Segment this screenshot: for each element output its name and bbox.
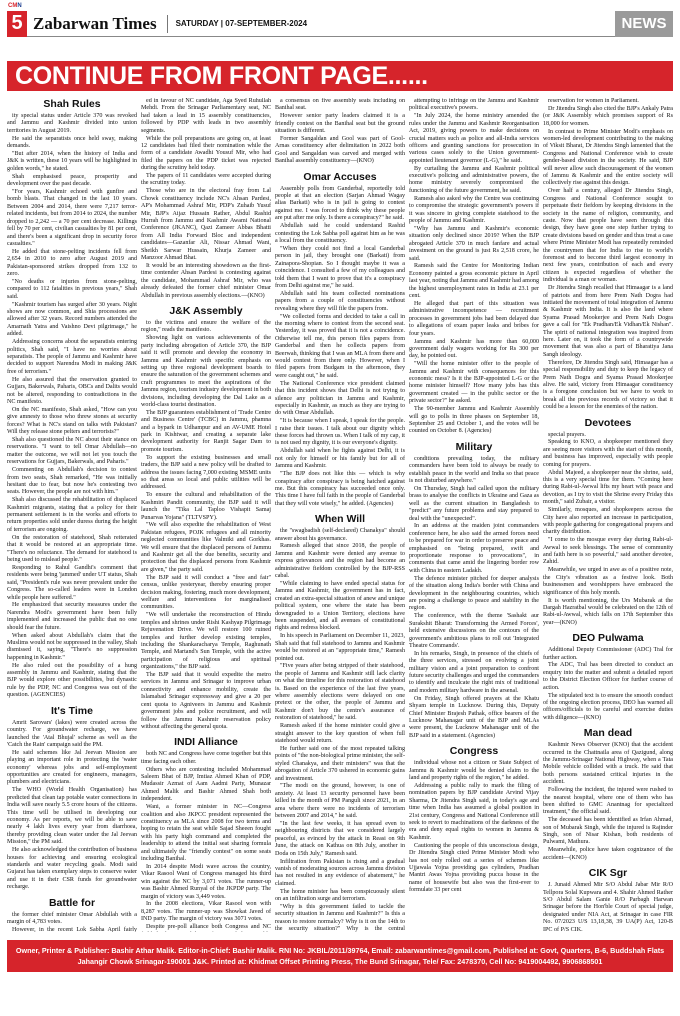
story-paragraph: Kashmir News Observer (KNO) that the accident occurred in the Chattnaila area of Qazigund, along the Jammu-Srinagar National Highway, when a Tata Mobile vehicle collided with a truck. He said that both persons sustained critical injuries in the accident. xyxy=(543,742,673,786)
story-paragraph: reservation for women in Parliament. xyxy=(548,98,639,104)
story-paragraph: "When they could not find a local Ganderbal person in jail, they brought one (Barkati) from Zainapora-Shopian. So I thought maybe it was a coincidence. I consulted a few of my colleagues and told them that I want to prove that it's a conspiracy from Delhi against me," he said. xyxy=(275,245,405,289)
story-paragraph: He emphasized that security measures under the Narendra Modi's government have been fully implemented and increased the public that no one should fear the future. xyxy=(7,602,137,631)
story-paragraph: Speaking to KNO, a shopkeeper mentioned they are seeing more visitors with the start of this month, and business has improved, especially with people coming for prayers. xyxy=(543,439,673,468)
story-paragraph: J. Junaid Ahmed Mir S/O Abdul Jabar Mir R/O Tellpora Solal Kupwara and 4. Shahir Ahmed Rather S/O Abdul Salam Ganie R/O Parbagh Harwan Srinagar before the Hon'ble Court of special judge, designated under NIA Act, at Srinagar in case FIR No. 07/2023 U/S 13,18,38, 39 UA(P) Act, 120-B IPC of P/S CIK. xyxy=(543,882,673,932)
story-paragraph: The WHO (World Health Organisation) has predicted that clean tap potable water connections in India will save nearly 5.5 crore hours of the citizens. This time will be utilised in developing our economy. As per reports, we will be able to save nearly 4 lakh lives every year from diarrhoea, thereby providing clean water under the Jal Jeevan Mission," the PM said. xyxy=(7,787,137,846)
header-divider xyxy=(167,15,168,33)
story-paragraph: Amrit Sarovars' (lakes) were created across the country. For groundwater recharge, we have launched the 'Atal Bhujal' scheme as well as the 'Catch the Rain' campaign said the PM. xyxy=(7,719,137,748)
story-paragraph: He also acknowledged the contribution of business houses for achieving and ensuring ecological standards and water recycling goals. Modi said Gujarat has taken exemplary steps to conserve water and use it in their CSR funds for groundwater recharge. xyxy=(7,847,137,891)
story-paragraph: "The modi on the ground, however, is one of anxiety. At least 13 security personnel have been killed in the month of PM Panguli since 2021, in an area where there were no incidents of terrorism between 2007 and 2014," he said. xyxy=(275,783,405,820)
story-heading: J&K Assembly xyxy=(169,304,243,317)
story-paragraph: In 2014 despite Modi wave across the country, Vikar Rasool Wani of Congress managed his third win against the NC by 3,071 votes. The runner-up was Bashir Ahmed Runyal of the JKPDP party. The margin of victory was 3,449 votes. xyxy=(141,863,271,900)
story-paragraph: Dr Jitendra Singh recalled that Himaagar is a land of patriots and from here Prem Nath Dogra had initiated the movement of total integration of Jammu & Kashmir with India. It is also the land where Syama Prasad Mookerjee and Prem Nath Dogra gave a call for "Ek Pradhan/Ek Vidhan/Ek Nishan". The spirit of national integration was inspired from here. Later on, it took the form of a countrywide movement that was also a part of Bharatiya Jana Sangh ideology. xyxy=(543,285,673,358)
story-paragraph: conditions prevailing today, the military commanders have been told to always be ready to establish peace in the world and India so that peace is not disturbed anywhere." xyxy=(409,455,539,484)
story-paragraph: He said the separatists once held sway, making demands. xyxy=(7,135,137,150)
story-heading: Military xyxy=(455,440,493,453)
story-paragraph: The National Conference vice president claimed that this incident shows that Delhi is not trying to silence any politician in Jammu and Kashmir, especially in Kashmir, as much as they are trying to do with Omar Abdullah. xyxy=(275,380,405,417)
story-paragraph: Ramesh also asked why the Centre was continuing to compromise the strategic government's powers if it was sincere in giving complete statehood to the people of Jammu and Kashmir. xyxy=(409,195,539,224)
story-paragraph: "Kashmir tourism has surged after 30 years. Night shows are now common, and Shia processions are allowed after 32 years. Record numbers attended the Amarnath Yatra and Vaishno Devi pilgrimage," he added. xyxy=(7,301,137,338)
story-paragraph: When asked about Abdullah's claim that the Muslims would not be suppressed in the valley, Shah dismissed it, saying, "There's no suppression happening in Kashmir." xyxy=(7,632,137,661)
story-paragraph: The BJP said that it would expedite the metro services in Jammu and Srinagar to improve urban connectivity and enhance mobility, create the Islamabad Srinagar expressway and give a 20 per cent quota to Agniveers in Jammu and Kashmir government jobs and police recruitment, and will follow the Jammu Kashmir reservation policy without affecting the general quota. xyxy=(141,672,271,730)
story-paragraph: In his remarks, Singh, in presence of the chiefs of the three services, stressed on evolving a joint military vision and a joint preparation to confront future security challenges and urged the commanders to identify and inculcate the right mix of traditional and modern military hardware in the arsenal. xyxy=(409,650,539,694)
story-paragraph: a consensus on five assembly seats including on Banihal seat. xyxy=(275,98,405,112)
story-paragraph: Others who are contesting included Mohammad Saleem Bhat of BJP, Imtiaz Ahmed Khan of PDP, Mudassir Azmat of Aam Aadmi Party, Munazar Ahmed Malik and Bashir Ahmed Shah both independent. xyxy=(141,766,271,803)
story-paragraph: On Friday, Singh offered prayers at the Khatu Shyam temple in Lucknow. During this, Deputy Chief Minister Brajesh Pathak, office bearers of the Lucknow Mahanagar unit of the BJP and MLAs were present, the Lucknow Mahanagar unit of the BJP said in a statement. (Agencies) xyxy=(409,695,539,739)
story-paragraph: The BJP guarantees establishment of 'Trade Centre and Business Centre' (TCBC) in Jammu, phamna and a bypark in Udhampur and an AV-UME Hotel park in Kishtwar, and creating a separate lake development authority for Ranjit Sagar Dam to promote tourism. xyxy=(141,409,271,453)
story-paragraph: "We will undertake the reconstruction of Hindu temples and shrines under Rishi Kashyap Pilgrimage Rejuvenation Drive. We will restore 100 ruined temples and further develop existing temples, including the Shankaracharya Temple, Raghunath Temple, and Martand's Sun Temple, with the active participation of religious and spiritual organizations," the BJP said. xyxy=(141,612,271,671)
story-paragraph: It would be an interesting showdown as the first-time contender Ahsan Pardesi is contesting against the candidate, Mohammad Ashraf Mir, who was already defeated the former chief minister Omar Abdullah in previous assembly elections.—(KNO) xyxy=(141,262,271,299)
story-paragraph: Jammu and Kashmir has more than 60,000 government daily wagers working for Rs 300 per day, he pointed out. xyxy=(409,338,539,360)
story-heading: Devotees xyxy=(584,416,632,429)
story-paragraph: The stipulated text is to ensure the smooth conduct of the ongoing election process, DEO has warned all officers/officials to be careful and exercise duties with diligence—(KNO) xyxy=(543,692,673,721)
story-paragraph: ed in favour of NC candidate, Aga Syed Ruhullah Mehdi. From the Srinagar Parliamentary seat, NC had taken a lead in 15 assembly constituencies, followed by PDP with leads in two assembly segments. xyxy=(141,98,271,134)
story-paragraph: "We collected forms and decided to take a call in the morning where to contest from the second seat. Yesterday, it was proved that it is not a coincidence. Otherwise tell me, this person files papers from Ganderbal and then he collects papers from Beerwah, thinking that I was an MLA from there and would contest from there only. However, when I filed papers from Budgam in the afternoon, they were caught out," he said. xyxy=(275,313,405,379)
story-paragraph: By curtailing the Jammu and Kashmir political executive's policing and administrative powers, the home ministry severely compromised the functioning of the future government, he said. xyxy=(409,165,539,194)
column-3 xyxy=(275,98,405,932)
story-paragraph: Cautioning the people of this unconscious design, Dr Jitendra Singh cited Prime Minister Modi who has not only rolled out a series of schemes like Ujjawala Yojna providing gas cylinders, Pradhan Mantri Awas Yojna providing pucca house in the name of housewife but also was the first-ever to formulate 33 per cent xyxy=(409,842,539,894)
story-paragraph: "But after 2014, when the history of India and J&K is written, these 10 years will be highlighted in golden words," he stated. xyxy=(7,151,137,172)
story-paragraph: In contrast to Prime Minister Modi's emphasis on women-led development contributing to the making of Viksit Bharat, Dr Jitendra Singh lamented that the Congress and National Conference wish to create gender-based division in the society. He said, BJP will never allow such discouragement of the women of Jammu & Kashmir and the entire society will collectively rise against this design. xyxy=(543,128,673,187)
story-paragraph: Shah also discussed the rehabilitation of displaced Kashmiri migrants, stating that a policy for their permanent settlement is in the works and efforts to return properties sold under duress during the height of terrorism are ongoing. xyxy=(7,497,137,533)
story-paragraph: Those who are in the electoral fray from Lal Chowk constituency include NC's Ahsan Pardesi, AP's Mohammad Ashraf Mir, PDP's Zuhaib Yusuf Mir, BJP's Aijaz Hussain Rather, Abdul Rashid Hurrah from Jammu and Kashmir Awami National Conference (JKANC), Qazi Zameer Abbas Bhatti from All India Forward Bloc and independent candidates—Gazanfar Ali, Nissar Ahmad Wani, Sheikh Sarwar Hussain, Khurja Zameer and Manzoor Ahmad Bhat. xyxy=(141,188,271,262)
story-paragraph: He also ruled out the possibility of a hung assembly in Jammu and Kashmir, stating that the BJP would explore other possibilities, but dynastic rule by the PDP, NC and Congress was out of the question. (AGENCIES) xyxy=(7,662,137,699)
story-paragraph: "For years, Kashmir echoed with gunfire and bomb blasts. That changed in the last 10 years. Between 2004 and 2014, there were 7,217 terror-related incidents, but from 2014 to 2024, the number dropped to 2,242 — a 70 per cent decrease. Killings fell by 70 per cent, civilian casualties by 81 per cent, and there's been a significant drop in security force casualties." xyxy=(7,189,137,247)
story-paragraph: "Why is this government failed to tackle the security situation in Jammu and Kashmir?" Is this a reason to restore normalcy? Why is it on the 14th to the security situation?" Why is the central xyxy=(275,903,405,932)
story-paragraph: "While claiming to have ended special status for Jammu and Kashmir, the government has in fact, created an extra-special situation of anew and unique political system, one where the state has been downgraded to a Union Territory, elections have been suspended, and all avenues of constitutional rights and redress blocked. xyxy=(275,580,405,632)
story-paragraph: The BJP said it will conduct a "free and fair" census, unlike yesteryear, thereby ensuring proper decision making, fostering, much more development, welfare and interventions for marginalised communities. xyxy=(141,574,271,611)
story-paragraph: individual whose not a citizen or State Subject of Jammu & Kashmir would be denied claim to the land and property rights of the region," he added. xyxy=(409,760,539,782)
story-paragraph: In his speech in Parliament on December 11, 2023, Shah said that full statehood to Jammu and Kashmir would be restored at an "appropriate time," Ramesh pointed out. xyxy=(275,633,405,662)
story-paragraph: Meanwhile, we urged in awe as of a positive note, the City's vibration as a festive look. Both businessmen and worshippers have embraced the significance of this holy month. xyxy=(543,567,673,596)
story-paragraph: Wani, a former minister in NC—Congress coalition and also JKPCC president represented the constituency as MLA since 2008 for two terms and hoping to retain the seat while Sajad Sheeen fought with his party high command and completed the leadership to attend the initial seat sharing formula and ultimately the "friendly contest" on some seats including Banihal. xyxy=(141,804,271,862)
story-paragraph: Shah also questioned the NC about their stance on reservations. "I want to tell Omar Abdullah—no matter the outcome, we will not let you touch the reservations for Gujjars, Bakerwals, and Paharis." xyxy=(7,436,137,466)
column-5 xyxy=(543,98,673,932)
story-paragraph: Abdul Majeed, a shopkeeper near the shrine, said, this is a very special time for them. "Coming here during Rabi-ul-Awwal lifts my heart with peace and devotion, as I try to visit the Shrine every Friday this month," said Zubair, a visitor. xyxy=(543,469,673,506)
story-paragraph: to the victims and ensure the welfare of the region," reads the manifesto. xyxy=(141,319,271,334)
story-paragraph: Abdullah said he could understand Rashid contesting the Lok Sabha poll against him as he was a local from the constituency. xyxy=(275,223,405,244)
story-paragraph: The 90-member Jammu and Kashmir Assembly will go to polls in three phases on September 18, September 25 and October 1, and the votes will be counted on October 8. (Agencies) xyxy=(409,406,539,435)
story-paragraph: The deceased has been identified as Irfan Ahmad, son of Mubarak Singh, while the injured is Rajinder Singh, son of Nisar Kishan, both residents of Pulwami, Mathura. xyxy=(543,817,673,846)
story-paragraph: Shah emphasised peace, prosperity and development over the past decade. xyxy=(7,173,137,188)
story-paragraph: Dr Jitendra Singh also cited the BJP's Ankaly Patra (or J&K Assembly which promises support of Rs 18,000 for women. xyxy=(543,105,673,127)
logo-right-text: N xyxy=(17,3,22,9)
story-paragraph: However, in the recent Lok Sabha April fairly xyxy=(12,926,137,932)
story-paragraph: Addressing a public rally to mark the filing of nomination papers by BJP candidate Arvind Vijay Sharma, Dr Jitendra Singh said, in today's age and time when India has assumed a global position in 21st century, Congress and National Conference still seek to revert to machinations of the darkness of the era and deny equal rights to women in Jammu & Kashmir. xyxy=(409,782,539,841)
story-paragraph: ity special status under Article 370 was revoked and Jammu and Kashmir divided into union territories in August 2019. xyxy=(7,113,137,134)
story-paragraph: "Why has Jammu and Kashmir's economic situation only declined since 2019? When the BJP abrogated Article 370 in much fanfare and actual investment on the ground is just Rs 2,518 crore, he said. xyxy=(409,225,539,262)
story-paragraph: Commenting on Abdullah's decision to contest from two seats, Shah remarked, "He was initially hesitant due to fear, but now he's contesting two seats. However, the people are not with him." xyxy=(7,467,137,496)
story-paragraph: "I come to the mosque every day during Rabi-ul-Awwal to seek blessings. The sense of community and faith here is so powerful," said another devotee, Zahid. xyxy=(543,537,673,566)
story-paragraph: Additional Deputy Commissioner (ADC) Tral for further action. xyxy=(543,647,673,661)
column-2 xyxy=(141,98,271,932)
story-paragraph: "It is because when I speak, I speak for the people. I raise their issues. I talk about our dignity which these forces had thrown us. When I talk of my cap, it is not used my dignity, it is our everyone's dignity. xyxy=(275,418,405,447)
story-paragraph: Despite pre-poll alliance both Congress and NC xyxy=(146,924,271,931)
story-paragraph: The ADC, Tral has been directed to conduct an enquiry into the matter and submit a detailed report to the District Election Officer for further course of action. xyxy=(543,662,673,691)
story-paragraph: He added that stone-pelting incidents fell from 2,654 in 2010 to zero after August 2019 and Pakistan-sponsored strikes dropped from 132 to zero. xyxy=(7,248,137,278)
story-paragraph: the former chief minister Omar Abdullah with a margin of 4,783 votes. xyxy=(7,911,137,925)
story-paragraph: While the poll preparations are going on, at least 12 candidates had filed their nomination while the form of a candidate Awadhi Yousuf Mir, who had filed the papers on the PDP ticket was rejected during the scrutiny held today. xyxy=(141,135,271,172)
story-heading: CIK Sgr xyxy=(588,867,628,880)
story-paragraph: Ramesh said the Centre for Monitoring Indian Economy painted a gross economic picture in April last year, noting that Jammu and Kashmir had among the highest unemployment rates in India at 23.1 per cent. xyxy=(409,263,539,300)
story-paragraph: "Five years after being stripped of their statehood, the people of Jammu and Kashmir still lack clarity on what the timeline for this restoration of statehood is. Based on the experience of the last five years, where assembly elections were delayed on one pretext or the other, the people of Jammu and Kashmir don't buy the centre's assurance of restoration of statehood," he said. xyxy=(275,663,405,722)
story-paragraph: Ramesh asked if the home minister could give a straight answer to the key question of when full statehood would return. xyxy=(275,723,405,744)
story-heading: DEO Pulwama xyxy=(572,632,644,645)
story-paragraph: To ensure the cultural and rehabilitation of the Kashmiri Pandit community, the BJP said it will launch the "Tika Lal Taploo Vishapit Samaj Punarvas Yojana" (TLTVSPY). xyxy=(141,492,271,521)
story-paragraph: Following the incident, the injured were rushed to the nearest hospital, where one of them who has been shifted to GMC Anantnag for specialized treatment," the official said. xyxy=(543,787,673,816)
story-paragraph: The home minister has been conspicuously silent on an infiltration surge and terrorism. xyxy=(275,888,405,903)
story-paragraph: Meanwhile, police have taken cognizance of the accident—(KNO) xyxy=(543,847,673,861)
cmyk-logo xyxy=(8,3,22,9)
story-paragraph: The defence minister pitched for deeper analysis of the situation along India's border with China and development in the neighbouring countries, which are posing a challenge to peace and stability in the region. xyxy=(409,575,539,612)
story-paragraph: "We will also expedite the rehabilitation of West Pakistan refugees, POJK refugees and all minority neglected communities like Valmiki and Gorkhas. We will ensure that the displaced persons of Jammu and Kashmir get all the due benefits, security and protection that the displaced persons from Kashmir are given," the party said. xyxy=(141,522,271,573)
imprint-footer xyxy=(7,940,673,972)
story-paragraph: In an address at the maiden joint commanders conference here, he also said the armed forces need to be prepared for war in order to preserve peace and emphasised on "being prepared, swift and proportionate response to provocations", in comments that came amid the lingering border row with China in eastern Ladakh. xyxy=(409,523,539,574)
story-paragraph: On the restoration of statehood, Shah reiterated that it would be restored at an appropriate time. "There's no reluctance. The demand for statehood is being used to mislead people." xyxy=(7,534,137,563)
story-paragraph: It is worth mentioning, the Urs Mubarak at the Dargah Hazratbal would be celebrated on the 12th of Rabi-ul-Awwal, which falls on 17th September this year—(KNO) xyxy=(543,597,673,626)
story-heading: It's Time xyxy=(51,704,93,717)
story-paragraph: He further said one of the most repeated talking points of "the non-biological prime minister, the self-styled Chanakya, and their ministers" was that the abrogation of Article 370 ushered in economic gains and investment. xyxy=(275,745,405,782)
story-paragraph: Abdullah said when he fights against Delhi, it is not only for himself or his family but for all of Jammu and Kashmir. xyxy=(275,448,405,470)
story-paragraph: In the 2008 elections, Vikar Rasool won with 8,287 votes. The runner-up was Showkat Javed of IND party. The margin of victory was 3071 votes. xyxy=(141,901,271,923)
story-paragraph: Responding to Rahul Gandhi's comment that residents were being 'jammed' under UT status, Shah said, "President's rule was never prevalent under the Congress. The so-called leaders were in London while people here suffered." xyxy=(7,564,137,601)
story-paragraph: "No deaths or injuries from stone-pelting, compared to 112 fatalities in previous years," Shah said. xyxy=(7,278,137,300)
story-heading: Omar Accuses xyxy=(303,170,377,183)
story-paragraph: However senior party leaders claimed it is a friendly contest on the Banihal seat but the ground situation is different. xyxy=(275,113,405,135)
paper-name: Zabarwan Times xyxy=(33,13,157,33)
story-paragraph: "The BJP does not like this — which is why conspiracy after conspiracy is being hatched against me. But this conspiracy has succeeded once only. This time I have full faith in the people of Ganderbal that they will vote wisely," he added. (Agencies) xyxy=(275,471,405,507)
story-paragraph: "In July 2024, the home ministry amended the rules under the Jammu and Kashmir Reorganisation Act, 2019, giving powers to make decisions on crucial matters such as police and all-India services officers and granting sanctions for prosecution in various cases solely to the Union government-appointed lieutenant governor (L-G)," he said. xyxy=(409,113,539,164)
story-paragraph: Infiltration from Pakistan is rising and a gradual vanish of moderating sources across Jammu division has not resulted in any evidence of abatement," he claimed. xyxy=(275,858,405,887)
section-label: NEWS xyxy=(615,11,673,37)
masthead xyxy=(7,11,673,37)
story-paragraph: both NC and Congress have come together but this time facing each other. xyxy=(141,751,271,765)
story-heading: Shah Rules xyxy=(43,98,101,110)
story-paragraph: Assembly polls from Ganderbal, reportedly told people at that an election (Sarjan Ahmad Wagay alias Barkati) who is in jail is going to contest against me. I was forced to think why these people are put after me only. Is there a conspiracy?" he said. xyxy=(275,185,405,222)
story-paragraph: Former Sangaldan and Gool was part of Gool-Arnas constituency after delimitation in 2022 both Gool and Sangaldan was carved and merged with Banihal assembly constituency—(KNO) xyxy=(275,136,405,165)
story-paragraph: "Will the home minister offer to the people of Jammu and Kashmir with consequences for this economic mess? Is it the BJP-appointed L-G or the home minister himself? How many jobs has this government created — in the public sector or the private sector?" he asked. xyxy=(409,361,539,405)
continue-banner: CONTINUE FROM FRONT PAGE...... xyxy=(7,61,673,91)
imprint-line-1: Owner, Printer & Publisher: Bashir Athar Malik. Editor-in-Chief: Bashir Malik. RNI No: JKBIL/2011/39764, Email: zabarwantimes@gmail.com, Published at: Govt, Quarters, B-6, Buddshah Flats xyxy=(15,946,665,955)
story-paragraph: "In the last few weeks, it has spread even to neighbouring districts that we considered largely peaceful, as evinced by the attack in Reasi on 9th June, the attack on Kathua on 8th July, another in Doda on 15th July," Ramesh said. xyxy=(275,820,405,857)
story-heading: Man dead xyxy=(583,727,633,740)
story-paragraph: On the NC manifesto, Shah asked, "How can you give amnesty to those who threw stones at security forces? What is NC's stand on talks with Pakistan? Will they release stone pelters and terrorists?" xyxy=(7,406,137,436)
logo-left-text: CM xyxy=(8,3,18,9)
article-columns xyxy=(7,98,673,932)
story-paragraph: The conference, with the theme 'Sashakt aur Surakshit Bharat: Transforming the Armed Forces', held extensive discussions on the contours of the government's ambitious plans to roll out 'Integrated Theatre Commands'. xyxy=(409,613,539,649)
story-paragraph: On Thursday, Singh had called upon the military brass to analyse the conflicts in Ukraine and Gaza as well as the current situation in Bangladesh to "predict" any future problems and stay prepared to deal with the "unexpected". xyxy=(409,485,539,522)
story-heading: When Will xyxy=(314,513,366,526)
story-paragraph: special prayers. xyxy=(548,431,586,438)
story-paragraph: Over half a century, alleged Dr Jitendra Singh, Congress and National Conference sought to perpetuate their fiefdom by keeping divisions in the society in the name of religion, community, and caste. Now that people have seen through this design, they have gone one step further trying to create divisions based on gender and thus treat a case where Prime Minister Modi has repeatedly reminded the countrymen that for India to rise to world's foremost and to become third largest economy in next few years, contribution of each and every citizen is expected regardless of whether the individual is a man or woman. xyxy=(543,188,673,284)
story-paragraph: He said schemes like Jal Jeevan Mission are playing an important role in protecting the 'water economy' whereas jobs and self-employment opportunities are created for engineers, managers, plumbers and electricians. xyxy=(7,749,137,786)
story-paragraph: Similarly, mosques, and shopkeepers across the City have also reported an increase in participation, with people gathering for congregational prayers and charity distribution. xyxy=(543,507,673,536)
story-paragraph: the "swagbadish (self-declared) Chanakya" should answer about his governance. xyxy=(275,528,405,542)
story-heading: Battle for xyxy=(48,896,96,909)
story-paragraph: attempting to infringe on the Jammu and Kashmir political executive's powers. xyxy=(409,98,539,112)
issue-date: SATURDAY | 07-SEPTEMBER-2024 xyxy=(175,19,308,28)
story-paragraph: He alleged that part of this situation was administrative incompetence — recruitment processes in government jobs had been delayed due to allegations of exam paper leaks and bribes for four years. xyxy=(409,300,539,337)
story-paragraph: Therefore, Dr Jitendra Singh said, Himaagar has a special responsibility and duty to keep the legacy of Prem Nath Dogra and Syama Prasad Mookerjee alive. He said, victory from Himaagar constituency is a foregone conclusion but we have to work to break all the previous records of victory so that it could be a lesson for the enemies of the nation. xyxy=(543,359,673,411)
column-4 xyxy=(409,98,539,932)
imprint-line-2: Jahangir Chowk Srinagar-190001 J&K. Printed at: Khidmat Offset Printing Press, The Bund Srinagar, Tele/ Fax: 2478370, Cell No: 9419004492, 9906868501 xyxy=(77,957,603,966)
story-paragraph: He also assured that the reservation granted to Gujjars, Bakerwals, Paharis, OBCs and Dalits would not be altered, responding to contradictions in the NC manifesto. xyxy=(7,376,137,405)
page-number: 5 xyxy=(7,11,27,37)
story-heading: INDI Alliance xyxy=(174,736,238,749)
story-paragraph: Ramesh alleged that since 2018, the people of Jammu and Kashmir were denied any avenue to express grievances and the region had become an administrative fiefdom controlled by the BJP-RSS cabal. xyxy=(275,543,405,580)
story-paragraph: Showing light on various achievements of the party including abrogation of Article 370, the BJP said it will promote and develop the economy in Jammu and Kashmir with specific emphasis on setting up three regional development boards to ensure the saturation of the government schemes and craft programmes to meet the aspirations of the Jammu region, tourism industry development in both divisions, including developing the Dal Lake as a world-class tourist destination. xyxy=(141,335,271,408)
story-paragraph: Addressing concerns about the separatists entering politics, Shah said, "I have no worries about separatists. The people of Jammu and Kashmir have decided to support Narendra Modi in making J&K free of terrorism." xyxy=(7,339,137,375)
story-paragraph: To support the existing businesses and small traders, the BJP said a new policy will be drafted to address the issues facing 7,000 existing MSME units so that areas so local and public utilities will be addressed. xyxy=(141,454,271,491)
story-heading: Congress xyxy=(449,745,499,758)
column-1 xyxy=(7,98,137,932)
story-paragraph: The papers of 11 candidates were accepted during the scrutiny today. xyxy=(141,173,271,187)
story-paragraph: Abdullah said his team collected nominations papers from a couple of constituencies without revealing where they will file the papers from. xyxy=(275,290,405,312)
